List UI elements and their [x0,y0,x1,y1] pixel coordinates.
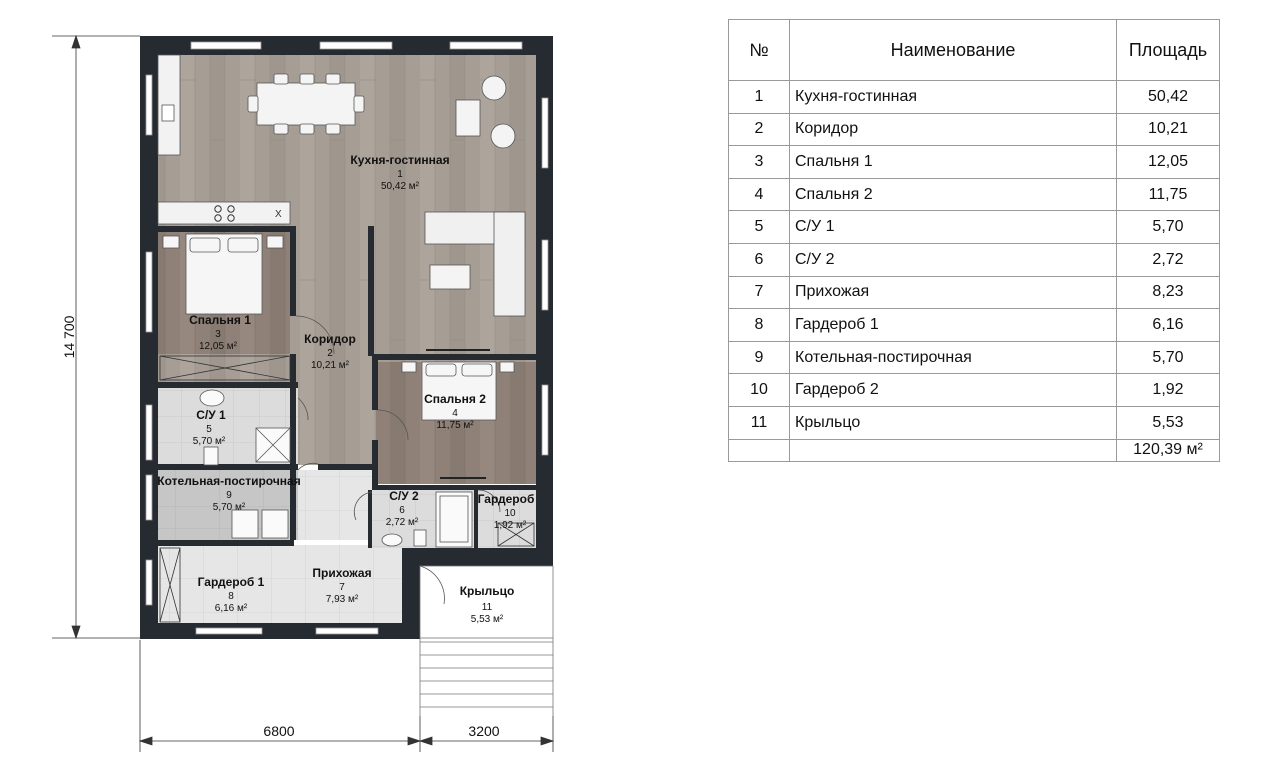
width-dimension-left: 6800 [263,723,295,739]
total-area: 120,39 м² [1117,439,1220,461]
room-name: Коридор [304,332,356,346]
room-number: 2 [327,348,333,359]
table-row [729,309,1220,342]
table-row [729,178,1220,211]
room-area: 5,53 м² [470,614,504,625]
table-row [729,146,1220,179]
row-number: 4 [729,178,790,211]
room-number: 1 [397,169,403,180]
room-area: 50,42 м² [380,181,420,192]
header-number: № [729,20,790,81]
room-name: Спальня 1 [189,313,251,327]
row-number: 8 [729,309,790,342]
row-area: 50,42 [1117,81,1220,114]
room-area: 10,21 м² [310,360,350,371]
room-number: 6 [399,505,405,516]
room-name: Прихожая [312,566,372,580]
room-name: Крыльцо [459,584,515,598]
table-row [729,211,1220,244]
row-name: Кухня-гостинная [790,81,1117,114]
table-row [729,113,1220,146]
room-area: 5,70 м² [192,436,226,447]
row-number: 1 [729,81,790,114]
table-total-row [729,439,1220,461]
room-area: 11,75 м² [436,420,474,431]
room-area: 1,92 м² [493,520,527,531]
room-number: 5 [206,424,212,435]
height-dimension: 14 700 [61,315,77,359]
row-area: 5,70 [1117,341,1220,374]
room-name: С/У 1 [196,408,226,422]
table-row [729,276,1220,309]
row-area: 1,92 [1117,374,1220,407]
row-name: С/У 1 [790,211,1117,244]
row-name: С/У 2 [790,243,1117,276]
room-area: 5,70 м² [212,502,246,513]
row-name: Крыльцо [790,406,1117,439]
room-name: Котельная-постирочная [157,474,301,488]
row-number: 5 [729,211,790,244]
row-name: Котельная-постирочная [790,341,1117,374]
row-name: Коридор [790,113,1117,146]
row-area: 2,72 [1117,243,1220,276]
row-area: 10,21 [1117,113,1220,146]
total-empty-cell [729,439,790,461]
table-row [729,406,1220,439]
row-area: 5,70 [1117,211,1220,244]
total-empty-cell [790,439,1117,461]
row-name: Гардероб 2 [790,374,1117,407]
room-number: 3 [215,329,221,340]
row-name: Прихожая [790,276,1117,309]
room-area: 12,05 м² [198,341,238,352]
row-area: 11,75 [1117,178,1220,211]
row-name: Спальня 2 [790,178,1117,211]
room-name: С/У 2 [389,489,419,503]
row-name: Гардероб 1 [790,309,1117,342]
room-area: 7,93 м² [325,594,359,605]
table-row [729,341,1220,374]
room-area: 2,72 м² [385,517,419,528]
row-number: 6 [729,243,790,276]
room-number: 7 [339,582,345,593]
row-area: 5,53 [1117,406,1220,439]
room-name: Кухня-гостинная [350,153,450,167]
row-area: 6,16 [1117,309,1220,342]
header-name: Наименование [790,20,1117,81]
room-number: 10 [504,508,516,519]
table-header-row [729,20,1220,81]
room-name: Гардероб 1 [197,575,265,589]
row-area: 12,05 [1117,146,1220,179]
table-row [729,243,1220,276]
room-name: Гардероб [477,492,535,506]
table-row [729,374,1220,407]
room-number: 9 [226,490,232,501]
svg-text:X: X [275,209,282,220]
room-number: 8 [228,591,234,602]
room-number: 4 [452,408,458,419]
table-row [729,81,1220,114]
room-area: 6,16 м² [214,603,248,614]
row-name: Спальня 1 [790,146,1117,179]
room-name: Спальня 2 [424,392,486,406]
area-table [728,19,1220,462]
row-number: 2 [729,113,790,146]
row-number: 10 [729,374,790,407]
row-number: 7 [729,276,790,309]
room-number: 11 [481,602,493,613]
row-number: 3 [729,146,790,179]
width-dimension-right: 3200 [468,723,500,739]
hall-floor-a [298,470,378,540]
row-area: 8,23 [1117,276,1220,309]
header-area: Площадь [1117,20,1220,81]
row-number: 9 [729,341,790,374]
row-number: 11 [729,406,790,439]
